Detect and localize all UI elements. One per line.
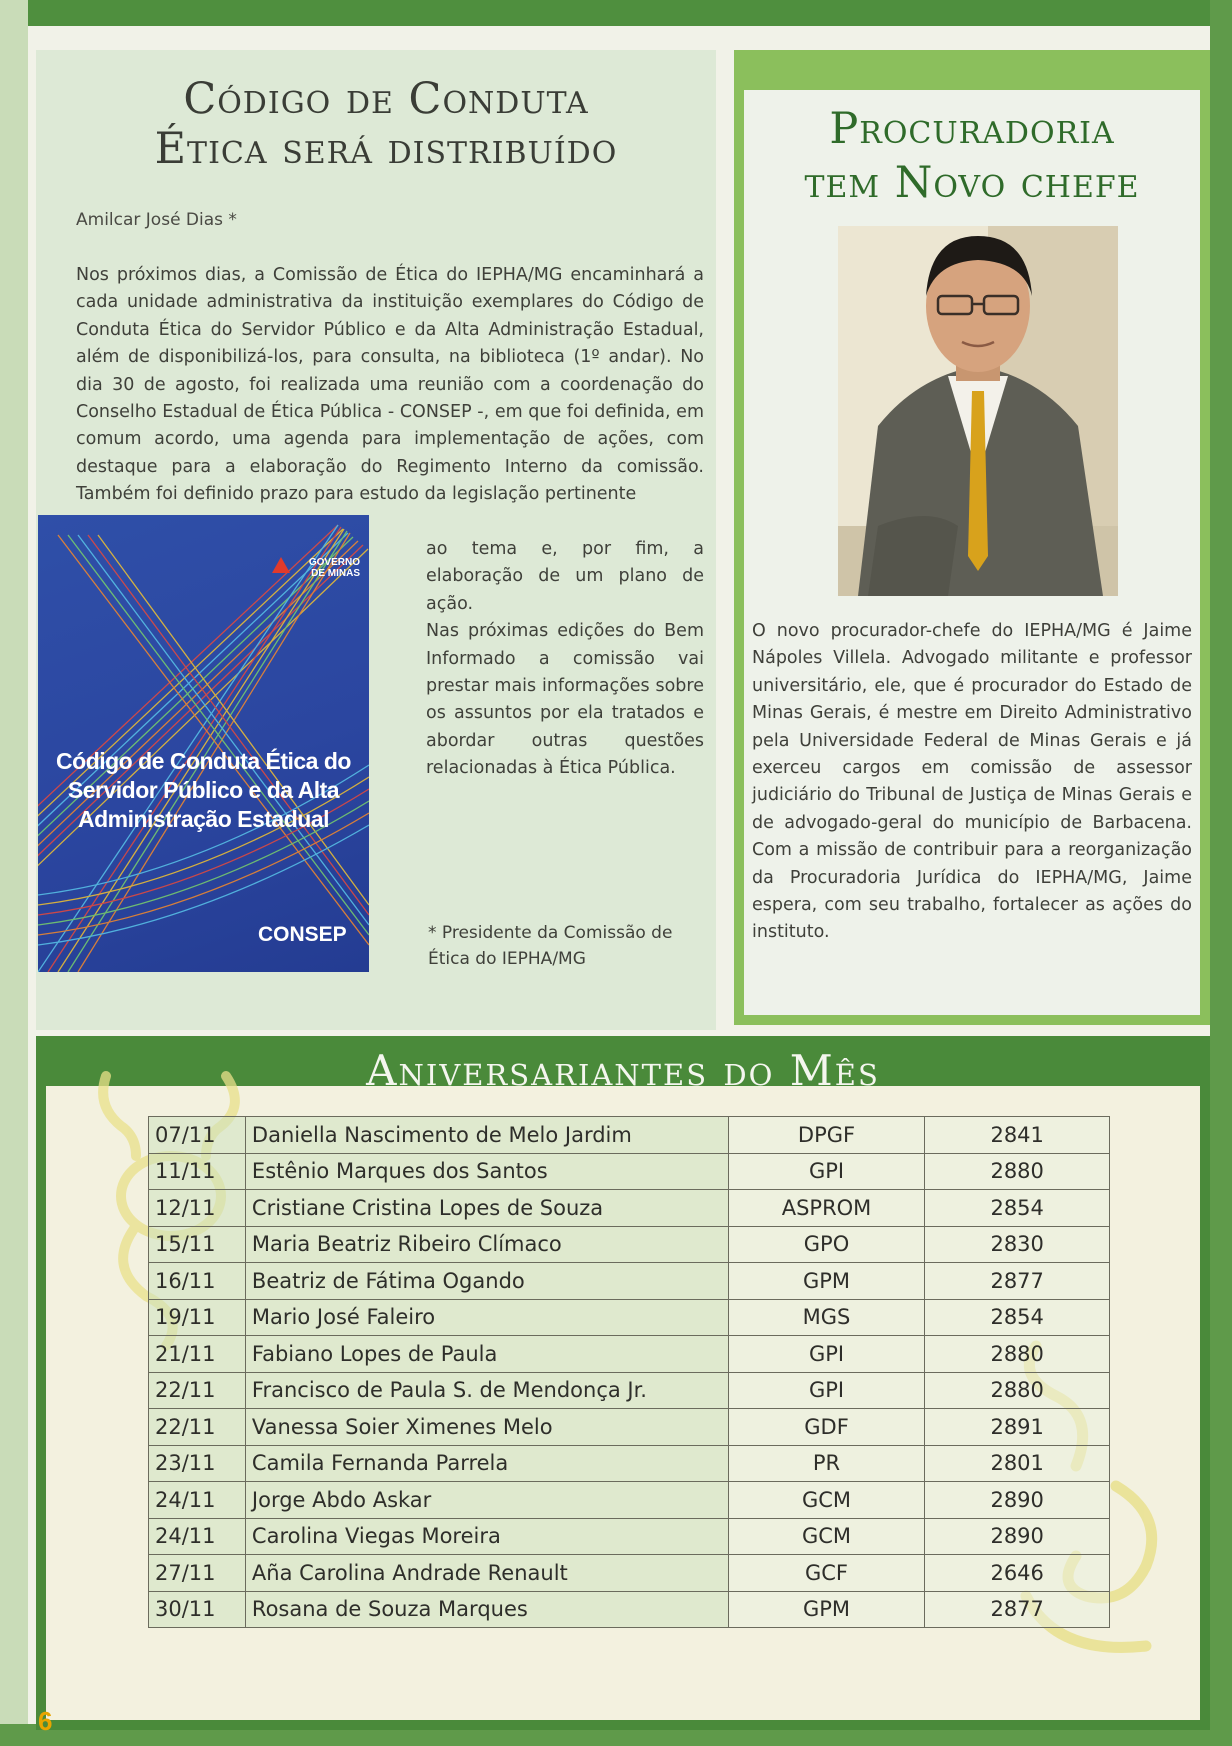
birthdays-section <box>36 1036 1210 1730</box>
cover-line-art <box>38 515 369 972</box>
birthday-extension: 2801 <box>925 1445 1110 1482</box>
birthday-name: Jorge Abdo Askar <box>245 1482 728 1519</box>
government-label <box>290 557 360 579</box>
birthday-unit: GCM <box>728 1518 925 1555</box>
table-row <box>149 1555 1110 1592</box>
table-row <box>149 1226 1110 1263</box>
birthday-extension: 2890 <box>925 1518 1110 1555</box>
book-cover-title: Código de Conduta Ética do Servidor Público e da Alta Administração Estadual <box>56 748 351 832</box>
birthday-extension: 2880 <box>925 1336 1110 1373</box>
birthday-extension: 2880 <box>925 1372 1110 1409</box>
birthday-date: 16/11 <box>149 1263 246 1300</box>
birthday-date: 30/11 <box>149 1591 246 1628</box>
table-row <box>149 1153 1110 1190</box>
page-right-border <box>1210 0 1232 1746</box>
birthday-name: Daniella Nascimento de Melo Jardim <box>245 1117 728 1154</box>
birthday-unit: MGS <box>728 1299 925 1336</box>
birthday-date: 07/11 <box>149 1117 246 1154</box>
article-footnote: * Presidente da Comissão de Ética do IEPHA/MG <box>428 923 673 969</box>
birthday-unit: GCM <box>728 1482 925 1519</box>
birthday-extension: 2854 <box>925 1190 1110 1227</box>
birthday-date: 24/11 <box>149 1482 246 1519</box>
attorney-article-text: O novo procurador-chefe do IEPHA/MG é Jaime Nápoles Villela. Advogado militante e professor universitário, ele, que é procurador do Estado de Minas Gerais, é mestre em Direito Administrativo pela Universidade Federal de Minas Gerais e já exerceu cargos em comissão de assessor judiciário do Tribunal de Justiça de Minas Gerais e de advogado-geral do município de Barbacena. Com a missão de contribuir para a reorganização da Procuradoria Jurídica do IEPHA/MG, Jaime espera, com seu trabalho, fortalecer as ações do instituto. <box>752 621 1192 943</box>
ethics-article-paragraph: Nos próximos dias, a Comissão de Ética do IEPHA/MG encaminhará a cada unidade administrativa da instituição exemplares do Código de Conduta Ética do Servidor Público e da Alta Administração Estadual, além de disponibilizá-los, para consulta, na biblioteca (1º andar). No dia 30 de agosto, foi realizada uma reunião com a coordenação do Conselho Estadual de Ética Pública - CONSEP -, em que foi definida, em comum acordo, uma agenda para implementação de ações, com destaque para a elaboração do Regimento Interno da comissão. Também foi definido prazo para estudo da legislação pertinente <box>76 265 704 505</box>
page-left-border <box>0 0 28 1746</box>
birthday-unit: GCF <box>728 1555 925 1592</box>
ethics-title-line2: Ética será distribuído <box>154 124 618 174</box>
birthday-unit: GPM <box>728 1591 925 1628</box>
birthday-unit: PR <box>728 1445 925 1482</box>
table-row <box>149 1409 1110 1446</box>
ethics-paragraph-second: Nas próximas edições do Bem Informado a comissão vai prestar mais informações sobre os assuntos por ela tratados e abordar outras questões relacionadas à Ética Pública. <box>426 621 704 779</box>
birthday-extension: 2877 <box>925 1263 1110 1300</box>
ethics-article-title <box>76 74 696 174</box>
table-row <box>149 1518 1110 1555</box>
table-row <box>149 1482 1110 1519</box>
birthday-unit: GPI <box>728 1153 925 1190</box>
birthday-date: 27/11 <box>149 1555 246 1592</box>
birthday-name: Carolina Viegas Moreira <box>245 1518 728 1555</box>
birthday-date: 23/11 <box>149 1445 246 1482</box>
birthday-name: Fabiano Lopes de Paula <box>245 1336 728 1373</box>
page-top-border <box>0 0 1232 26</box>
birthday-unit: GPO <box>728 1226 925 1263</box>
birthday-name: Estênio Marques dos Santos <box>245 1153 728 1190</box>
birthday-date: 24/11 <box>149 1518 246 1555</box>
table-row <box>149 1190 1110 1227</box>
consep-logo: CONSEP <box>258 923 347 946</box>
ethics-code-book-cover <box>38 515 369 972</box>
birthday-extension: 2830 <box>925 1226 1110 1263</box>
attorney-title-line2: tem Novo chefe <box>804 158 1140 208</box>
birthday-name: Camila Fernanda Parrela <box>245 1445 728 1482</box>
birthday-name: Aña Carolina Andrade Renault <box>245 1555 728 1592</box>
birthday-unit: GPI <box>728 1372 925 1409</box>
birthday-unit: GDF <box>728 1409 925 1446</box>
table-row <box>149 1336 1110 1373</box>
birthday-date: 22/11 <box>149 1372 246 1409</box>
birthday-name: Mario José Faleiro <box>245 1299 728 1336</box>
birthday-name: Beatriz de Fátima Ogando <box>245 1263 728 1300</box>
birthday-extension: 2880 <box>925 1153 1110 1190</box>
page-number: 6 <box>38 1706 53 1736</box>
table-row <box>149 1591 1110 1628</box>
birthday-name: Vanessa Soier Ximenes Melo <box>245 1409 728 1446</box>
table-row <box>149 1445 1110 1482</box>
birthday-extension: 2646 <box>925 1555 1110 1592</box>
ethics-article-continuation <box>426 536 704 783</box>
birthday-date: 22/11 <box>149 1409 246 1446</box>
birthday-extension: 2854 <box>925 1299 1110 1336</box>
birthday-extension: 2891 <box>925 1409 1110 1446</box>
birthday-name: Francisco de Paula S. de Mendonça Jr. <box>245 1372 728 1409</box>
government-logo-icon <box>272 557 290 573</box>
table-row <box>149 1117 1110 1154</box>
gov-label-line2: DE MINAS <box>311 568 360 579</box>
birthday-unit: GPM <box>728 1263 925 1300</box>
birthday-date: 11/11 <box>149 1153 246 1190</box>
birthday-extension: 2841 <box>925 1117 1110 1154</box>
birthdays-table-body <box>149 1117 1110 1628</box>
gov-label-line1: GOVERNO <box>308 557 360 568</box>
birthday-name: Rosana de Souza Marques <box>245 1591 728 1628</box>
attorney-title-line1: Procuradoria <box>829 104 1115 154</box>
ethics-title-line1: Código de Conduta <box>183 74 589 124</box>
table-row <box>149 1263 1110 1300</box>
ethics-paragraph-continued: ao tema e, por fim, a elaboração de um plano de ação. <box>426 539 704 614</box>
portrait-photo <box>838 226 1118 596</box>
birthday-unit: GPI <box>728 1336 925 1373</box>
table-row <box>149 1299 1110 1336</box>
birthday-date: 12/11 <box>149 1190 246 1227</box>
article-author: Amilcar José Dias * <box>76 210 237 230</box>
birthday-unit: DPGF <box>728 1117 925 1154</box>
portrait-illustration <box>838 226 1118 596</box>
birthday-unit: ASPROM <box>728 1190 925 1227</box>
birthday-extension: 2890 <box>925 1482 1110 1519</box>
table-row <box>149 1372 1110 1409</box>
birthday-date: 19/11 <box>149 1299 246 1336</box>
birthday-extension: 2877 <box>925 1591 1110 1628</box>
attorney-article-title <box>734 102 1210 210</box>
birthday-name: Cristiane Cristina Lopes de Souza <box>245 1190 728 1227</box>
birthdays-table <box>148 1116 1110 1628</box>
birthday-name: Maria Beatriz Ribeiro Clímaco <box>245 1226 728 1263</box>
birthdays-title: Aniversariantes do Mês <box>366 1046 880 1095</box>
birthday-date: 15/11 <box>149 1226 246 1263</box>
birthday-date: 21/11 <box>149 1336 246 1373</box>
attorney-office-article <box>734 50 1210 1025</box>
